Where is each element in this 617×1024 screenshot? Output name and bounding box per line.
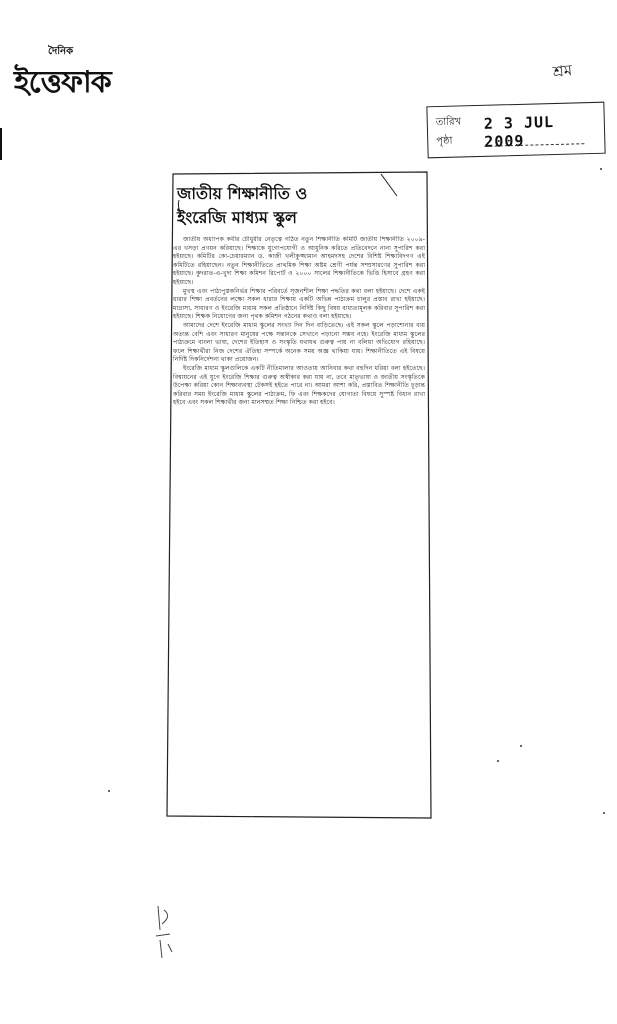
article-body <box>173 236 425 816</box>
stamp-page-label: পৃষ্ঠা <box>436 135 453 148</box>
newspaper-clipping <box>165 170 433 820</box>
stamp-date-value: 2 3 JUL 2009 <box>483 113 555 151</box>
article-title-line-2: ইংরেজি মাধ্যম স্কুল <box>177 208 297 227</box>
masthead-title: ইত্তেফাক <box>14 65 111 100</box>
article-title-line-1: জাতীয় শিক্ষানীতি ও <box>177 184 308 203</box>
masthead-daily-label: দৈনিক <box>48 46 74 57</box>
handwritten-corner-note: শ্রম <box>551 61 573 81</box>
handwritten-scribble <box>150 900 190 960</box>
article-paragraph: ইংরেজি মাধ্যম স্কুলগুলিকে একটি নীতিমালার আওতায় আনিবার কথা বহুদিন ধরিয়া বলা হইতেছে। বিশ্বায়নের এই যুগে ইংরেজি শিক্ষার গুরুত্ব অস্বীকার করা যায় না, তবে মাতৃভাষা ও জাতীয় সংস্কৃতিকে উপেক্ষা করিয়া কোন শিক্ষাব্যবস্থা টেকসই হইতে পারে না। আমরা আশা করি, প্রস্তাবিত শিক্ষানীতি চূড়ান্ত করিবার সময় ইংরেজি মাধ্যম স্কুলের পাঠ্যক্রম, ফি এবং শিক্ষকদের যোগ্যতা বিষয়ে সুস্পষ্ট বিধান রাখা হইবে এবং সকল শিক্ষার্থীর জন্য মানসম্মত শিক্ষা নিশ্চিত করা হইবে। <box>173 364 425 407</box>
stamp-date-label: তারিখ <box>435 116 462 129</box>
article-paragraph: মুখস্থ এবং পাঠ্যপুস্তকনির্ভর শিক্ষার পরিবর্তে সৃজনশীল শিক্ষা পদ্ধতির কথা বলা হইয়াছে। দেশে একই ধারার শিক্ষা প্রবর্তনের লক্ষ্যে সকল ধারার শিক্ষায় একটি অভিন্ন পাঠ্যক্রম চালুর প্রস্তাব রাখা হইয়াছে। মাদ্রাসা, সাধারণ ও ইংরেজি মাধ্যম সকল প্রতিষ্ঠানে নির্দিষ্ট কিছু বিষয় বাধ্যতামূলক করিবার সুপারিশ করা হইয়াছে। শিক্ষক নিয়োগের জন্য পৃথক কমিশন গঠনের কথাও বলা হইয়াছে। <box>173 287 425 321</box>
date-stamp <box>426 102 605 159</box>
newspaper-masthead <box>14 44 164 114</box>
article-paragraph: জাতীয় অধ্যাপক কবীর চৌধুরীর নেতৃত্বে গঠিত নতুন শিক্ষানীতি কমিটি জাতীয় শিক্ষানীতি ২০০৯-এর খসড়া প্রণয়ন করিয়াছে। শিক্ষাকে যুগোপযোগী ও আধুনিক করিতে প্রতিবেদনে নানা সুপারিশ করা হইয়াছে। কমিটির কো-চেয়ারম্যান ড. কাজী খলীকুজ্জামান আহমদসহ দেশের বিশিষ্ট শিক্ষাবিদগণ এই কমিটিতে রহিয়াছেন। নতুন শিক্ষানীতিতে প্রাথমিক শিক্ষা অষ্টম শ্রেণী পর্যন্ত সম্প্রসারণের সুপারিশ করা হইয়াছে। কুদরাত-এ-খুদা শিক্ষা কমিশন রিপোর্ট ও ২০০০ সালের শিক্ষানীতিকে ভিত্তি হিসাবে গ্রহণ করা হইয়াছে। <box>173 236 425 286</box>
article-title <box>177 182 417 230</box>
page-edge-mark <box>0 128 2 160</box>
article-paragraph: আমাদের দেশে ইংরেজি মাধ্যম স্কুলের সংখ্যা দিন দিন বাড়িতেছে। এই সকল স্কুলে পড়াশোনার ব্যয় অত্যন্ত বেশি এবং সাধারণ মানুষের পক্ষে সন্তানকে সেখানে পড়ানো সম্ভব নহে। ইংরেজি মাধ্যম স্কুলের পাঠ্যক্রমে বাংলা ভাষা, দেশের ইতিহাস ও সংস্কৃতি যথাযথ গুরুত্ব পায় না বলিয়া অভিযোগ রহিয়াছে। ফলে শিক্ষার্থীরা নিজ দেশের ঐতিহ্য সম্পর্কে অনেক সময় অজ্ঞ থাকিয়া যায়। শিক্ষানীতিতে এই বিষয়ে নির্দিষ্ট দিকনির্দেশনা থাকা প্রয়োজন। <box>173 321 425 364</box>
